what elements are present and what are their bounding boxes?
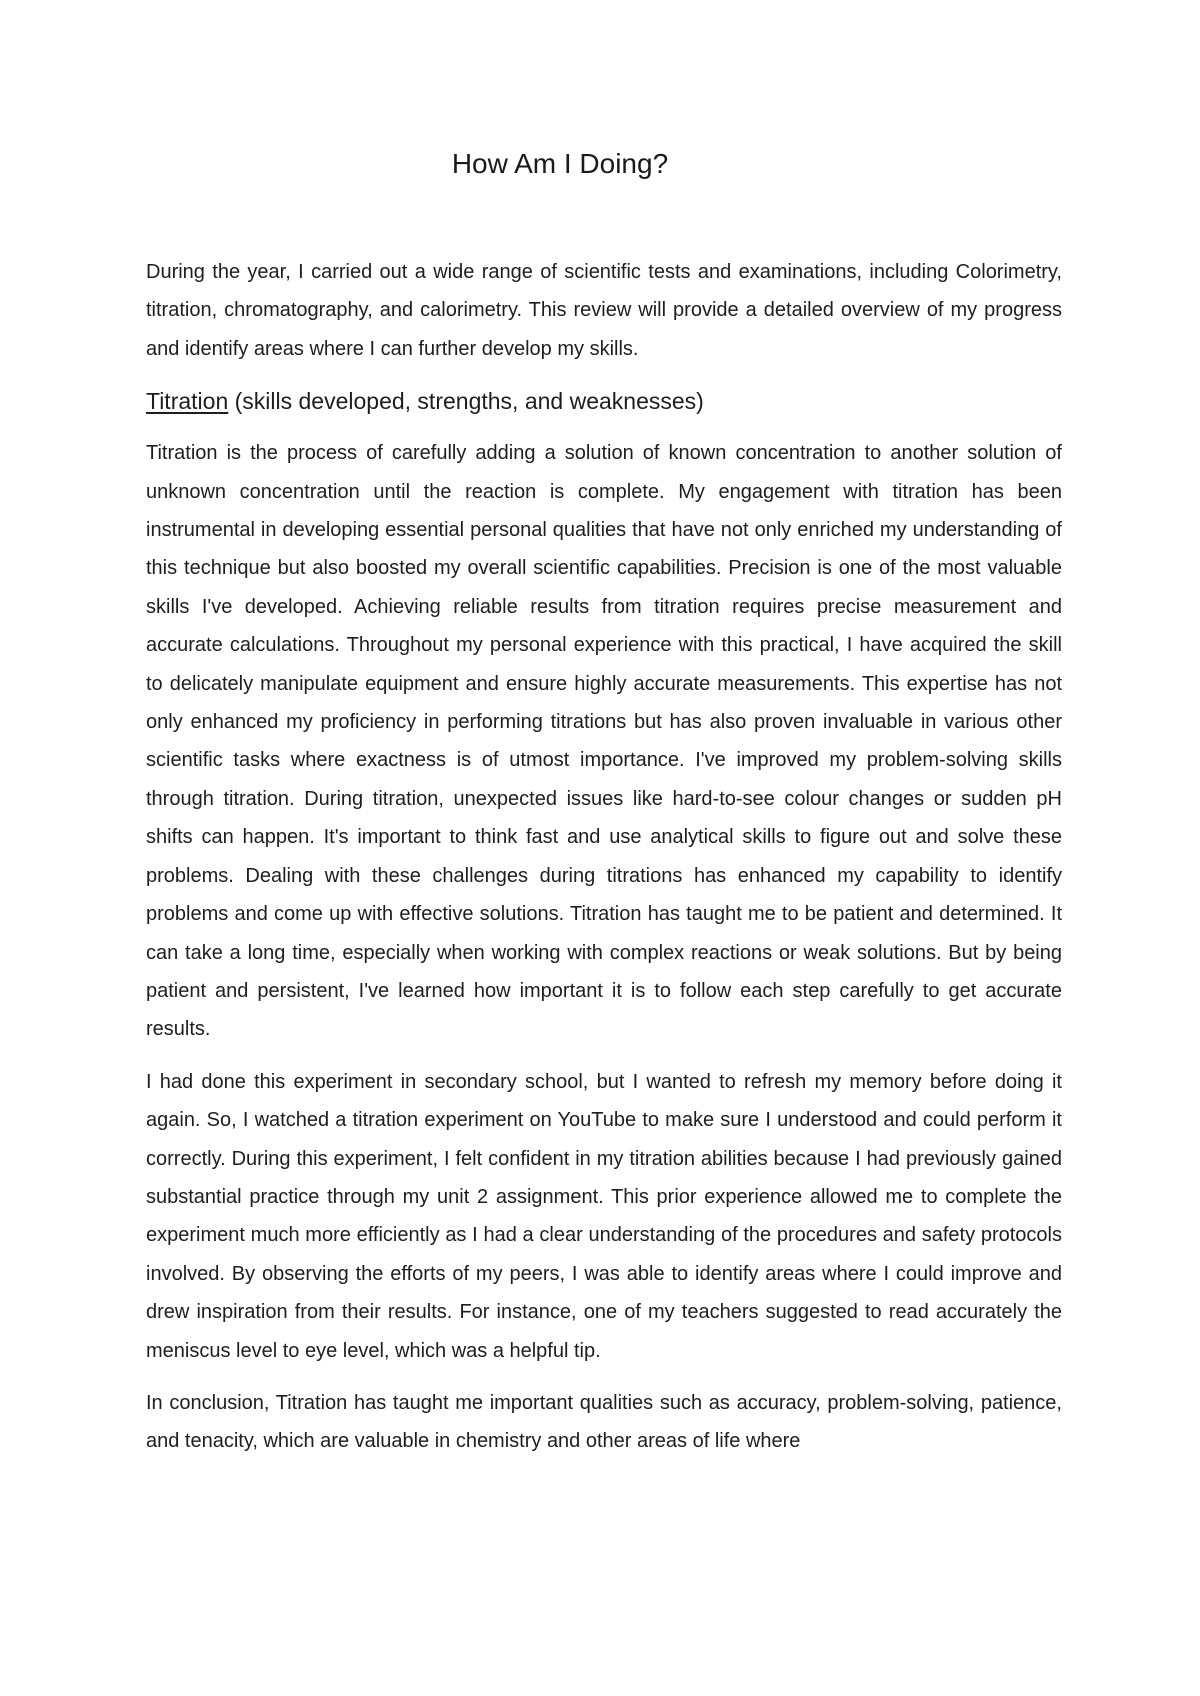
section-heading-rest: (skills developed, strengths, and weaknesses) — [228, 388, 704, 415]
body-paragraph: In conclusion, Titration has taught me important qualities such as accuracy, problem-solving, patience, and tenacity, which are valuable in chemistry and other areas of life where — [146, 1391, 1062, 1453]
document-body — [146, 253, 1062, 1475]
section-heading-underlined: Titration — [146, 388, 229, 415]
body-paragraph: I had done this experiment in secondary school, but I wanted to refresh my memory before doing it again. So, I watched a titration experiment on YouTube to make sure I understood and could perform it correctly. During this experiment, I felt confident in my titration abilities because I had previously gained substantial practice through my unit 2 assignment. This prior experience allowed me to complete the experiment much more efficiently as I had a clear understanding of the procedures and safety protocols involved. By observing the efforts of my peers, I was able to identify areas where I could improve and drew inspiration from their results. For instance, one of my teachers suggested to read accurately the meniscus level to eye level, which was a helpful tip. — [146, 1070, 1062, 1362]
section-heading — [146, 382, 1062, 420]
page-title: How Am I Doing? — [451, 148, 669, 179]
body-paragraph: Titration is the process of carefully adding a solution of known concentration to another solution of unknown concentration until the reaction is complete. My engagement with titration has been instrumental in developing essential personal qualities that have not only enriched my understanding of this technique but also boosted my overall scientific capabilities. Precision is one of the most valuable skills I've developed. Achieving reliable results from titration requires precise measurement and accurate calculations. Throughout my personal experience with this practical, I have acquired the skill to delicately manipulate equipment and ensure highly accurate measurements. This expertise has not only enhanced my proficiency in performing titrations but has also proven invaluable in various other scientific tasks where exactness is of utmost importance. I've improved my problem-solving skills through titration. During titration, unexpected issues like hard-to-see colour changes or sudden pH shifts can happen. It's important to think fast and use analytical skills to figure out and solve these problems. Dealing with these challenges during titrations has enhanced my capability to identify problems and come up with effective solutions. Titration has taught me to be patient and determined. It can take a long time, especially when working with complex reactions or weak solutions. But by being patient and persistent, I've learned how important it is to follow each step carefully to get accurate results. — [146, 442, 1062, 1041]
intro-paragraph: During the year, I carried out a wide range of scientific tests and examinations, including Colorimetry, titration, chromatography, and calorimetry. This review will provide a detailed overview of my progress and identify areas where I can further develop my skills. — [146, 261, 1062, 360]
